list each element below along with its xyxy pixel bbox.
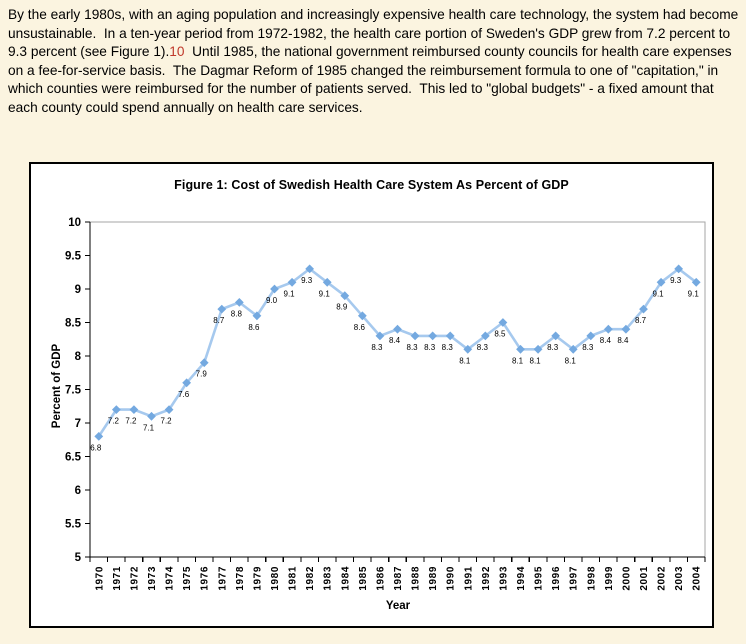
data-point-label: 8.7 (213, 316, 225, 326)
y-axis-title: Percent of GDP (51, 343, 63, 429)
footnote-reference[interactable]: 10 (169, 44, 185, 60)
x-tick-label: 1996 (551, 566, 563, 591)
paragraph-text-continued: Until 1985, the national government reimbursed county councils for health care expenses on a fee-for-service basis. The Dagmar Reform of 1985 changed the reimbursement formula to one of "capitation," in which counties were reimbursed for the number of patients served. This led to "global budgets" - a fixed amount that each county could spend annually on health care services. (8, 44, 736, 115)
data-point-label: 8.1 (564, 356, 576, 366)
data-point-label: 8.1 (511, 356, 524, 366)
figure-1-chart (29, 162, 714, 628)
x-tick-label: 1993 (498, 566, 510, 591)
x-tick-label: 1992 (480, 566, 492, 591)
data-point-label: 8.7 (634, 316, 647, 326)
data-point-label: 7.2 (125, 416, 137, 426)
data-point-label: 8.1 (529, 356, 541, 366)
x-tick-label: 1982 (305, 566, 317, 591)
x-tick-label: 1975 (182, 566, 194, 591)
data-point-label: 7.1 (142, 423, 155, 433)
data-point-label: 6.8 (90, 443, 102, 453)
data-point-label: 9.1 (283, 289, 295, 299)
x-tick-label: 1986 (375, 566, 387, 591)
data-point-label: 7.2 (107, 416, 119, 426)
x-tick-label: 1987 (393, 566, 404, 591)
x-tick-label: 1971 (111, 566, 123, 591)
data-point-label: 8.3 (371, 342, 383, 352)
x-tick-label: 1994 (516, 566, 527, 591)
data-point-label: 8.6 (248, 322, 260, 332)
x-axis-title: Year (385, 600, 411, 612)
data-point-label: 7.9 (195, 369, 207, 379)
data-point-label: 9.3 (301, 275, 313, 285)
chart-plot-area (31, 164, 712, 626)
data-point-label: 9.1 (687, 289, 699, 299)
data-point-label: 7.6 (178, 389, 190, 399)
x-tick-label: 1995 (533, 566, 545, 591)
y-tick-label: 8.5 (65, 317, 81, 330)
data-point-label: 8.3 (582, 342, 594, 352)
data-point-label: 8.6 (353, 322, 365, 332)
y-tick-label: 9 (74, 284, 81, 296)
x-tick-label: 1974 (164, 566, 176, 591)
data-point-label: 8.1 (459, 356, 471, 366)
data-point-label: 8.3 (476, 342, 488, 352)
y-tick-label: 9.5 (65, 250, 81, 263)
x-tick-label: 2003 (674, 566, 686, 591)
data-point-label: 8.4 (599, 336, 611, 346)
x-tick-label: 1972 (129, 566, 141, 591)
x-tick-label: 1979 (252, 566, 264, 591)
x-tick-label: 1973 (147, 566, 158, 591)
x-tick-label: 1985 (357, 566, 369, 591)
x-tick-label: 1991 (463, 566, 475, 591)
x-tick-label: 1977 (217, 566, 229, 591)
y-tick-label: 10 (68, 217, 81, 229)
x-tick-label: 1978 (234, 566, 246, 591)
x-tick-label: 1990 (445, 566, 457, 591)
data-point-label: 8.8 (230, 309, 242, 319)
paragraph-text: By the early 1980s, with an aging population and increasingly expensive health care technology, the system had become unsustainable. In a ten-year period from 1972-1982, the health care portion of Sweden's GDP grew from 7.2 percent to 9.3 percent (see Figure 1). (8, 7, 743, 60)
data-point-label: 9.1 (318, 289, 330, 299)
data-point-label: 8.3 (441, 342, 453, 352)
y-tick-label: 7 (74, 418, 81, 430)
data-point-label: 8.5 (494, 329, 506, 339)
x-tick-label: 2002 (656, 566, 668, 591)
data-point-label: 8.4 (617, 336, 629, 346)
x-tick-label: 1997 (568, 566, 580, 591)
data-point-label: 7.2 (160, 416, 172, 426)
data-point-label: 9.3 (670, 275, 682, 285)
y-tick-label: 5 (74, 552, 81, 564)
x-tick-label: 1984 (340, 566, 352, 591)
y-tick-label: 6.5 (65, 451, 81, 464)
x-tick-label: 1980 (270, 566, 281, 591)
x-tick-label: 1983 (322, 566, 334, 591)
y-tick-label: 6 (74, 485, 81, 497)
y-tick-label: 5.5 (65, 518, 81, 531)
x-tick-label: 1981 (287, 566, 299, 591)
x-tick-label: 1976 (199, 566, 211, 591)
x-tick-label: 2004 (691, 566, 703, 591)
x-tick-label: 1999 (603, 566, 615, 591)
y-tick-label: 8 (74, 351, 81, 363)
data-point-label: 8.9 (336, 302, 348, 312)
y-tick-label: 7.5 (65, 384, 81, 397)
x-tick-label: 1988 (410, 566, 422, 591)
data-point-label: 8.4 (388, 336, 401, 346)
x-tick-label: 2000 (621, 566, 633, 591)
data-point-label: 8.3 (547, 342, 559, 352)
data-point-label: 9.1 (652, 289, 664, 299)
x-tick-label: 2001 (639, 566, 650, 591)
x-tick-label: 1970 (94, 566, 106, 591)
x-tick-label: 1989 (428, 566, 440, 591)
intro-paragraph (8, 6, 743, 118)
chart-title: Figure 1: Cost of Swedish Health Care System As Percent of GDP (174, 178, 569, 192)
x-tick-label: 1998 (586, 566, 598, 591)
data-point-label: 8.3 (424, 342, 436, 352)
data-point-label: 8.3 (406, 342, 418, 352)
data-point-label: 9.0 (265, 296, 278, 305)
